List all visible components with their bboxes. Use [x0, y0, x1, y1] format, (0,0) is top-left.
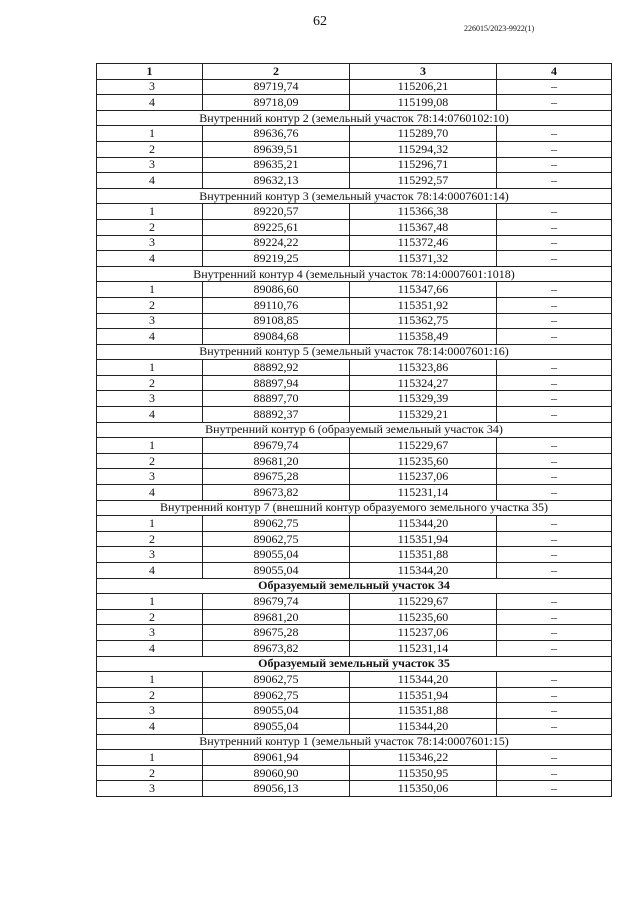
x-coordinate-cell: 89084,68: [203, 329, 350, 345]
point-number-cell: 3: [97, 625, 203, 641]
note-cell: –: [497, 609, 612, 625]
table-row: [97, 251, 612, 267]
x-coordinate-cell: 89632,13: [203, 173, 350, 189]
table-row: [97, 157, 612, 173]
x-coordinate-cell: 89681,20: [203, 609, 350, 625]
note-cell: –: [497, 313, 612, 329]
table-body: [97, 79, 612, 796]
point-number-cell: 4: [97, 718, 203, 734]
note-cell: –: [497, 563, 612, 579]
note-cell: –: [497, 687, 612, 703]
table-row: [97, 640, 612, 656]
note-cell: –: [497, 173, 612, 189]
table-row: [97, 469, 612, 485]
x-coordinate-cell: 89055,04: [203, 547, 350, 563]
y-coordinate-cell: 115235,60: [350, 453, 497, 469]
x-coordinate-cell: 89679,74: [203, 438, 350, 454]
table-row: [97, 141, 612, 157]
table-row: [97, 625, 612, 641]
note-cell: –: [497, 407, 612, 423]
point-number-cell: 1: [97, 516, 203, 532]
y-coordinate-cell: 115350,06: [350, 781, 497, 797]
point-number-cell: 4: [97, 640, 203, 656]
point-number-cell: 3: [97, 703, 203, 719]
y-coordinate-cell: 115231,14: [350, 485, 497, 501]
y-coordinate-cell: 115237,06: [350, 469, 497, 485]
table-header-row: [97, 64, 612, 80]
table-row: [97, 297, 612, 313]
note-cell: –: [497, 360, 612, 376]
column-header-note: 4: [497, 64, 612, 80]
table-row: [97, 453, 612, 469]
table-row: [97, 703, 612, 719]
point-number-cell: 4: [97, 251, 203, 267]
x-coordinate-cell: 89719,74: [203, 79, 350, 95]
point-number-cell: 4: [97, 563, 203, 579]
y-coordinate-cell: 115323,86: [350, 360, 497, 376]
table-section-row: [97, 422, 612, 438]
x-coordinate-cell: 89225,61: [203, 219, 350, 235]
note-cell: –: [497, 750, 612, 766]
table-row: [97, 547, 612, 563]
column-header-x: 2: [203, 64, 350, 80]
x-coordinate-cell: 89635,21: [203, 157, 350, 173]
table-row: [97, 718, 612, 734]
point-number-cell: 2: [97, 141, 203, 157]
y-coordinate-cell: 115351,88: [350, 703, 497, 719]
table-section-row: [97, 500, 612, 516]
y-coordinate-cell: 115235,60: [350, 609, 497, 625]
y-coordinate-cell: 115289,70: [350, 126, 497, 142]
point-number-cell: 3: [97, 391, 203, 407]
y-coordinate-cell: 115231,14: [350, 640, 497, 656]
section-title: Внутренний контур 2 (земельный участок 78:14:0760102:10): [97, 110, 612, 126]
x-coordinate-cell: 89108,85: [203, 313, 350, 329]
y-coordinate-cell: 115294,32: [350, 141, 497, 157]
point-number-cell: 4: [97, 173, 203, 189]
table-section-row: [97, 578, 612, 594]
y-coordinate-cell: 115329,21: [350, 407, 497, 423]
x-coordinate-cell: 89681,20: [203, 453, 350, 469]
x-coordinate-cell: 89055,04: [203, 703, 350, 719]
table-section-row: [97, 266, 612, 282]
y-coordinate-cell: 115351,94: [350, 531, 497, 547]
x-coordinate-cell: 89055,04: [203, 718, 350, 734]
y-coordinate-cell: 115229,67: [350, 438, 497, 454]
point-number-cell: 2: [97, 531, 203, 547]
x-coordinate-cell: 89062,75: [203, 531, 350, 547]
y-coordinate-cell: 115206,21: [350, 79, 497, 95]
point-number-cell: 3: [97, 79, 203, 95]
section-title: Внутренний контур 6 (образуемый земельный участок 34): [97, 422, 612, 438]
x-coordinate-cell: 89062,75: [203, 672, 350, 688]
point-number-cell: 3: [97, 781, 203, 797]
point-number-cell: 2: [97, 609, 203, 625]
table-row: [97, 531, 612, 547]
y-coordinate-cell: 115344,20: [350, 563, 497, 579]
section-title: Внутренний контур 7 (внешний контур образуемого земельного участка 35): [97, 500, 612, 516]
point-number-cell: 2: [97, 375, 203, 391]
note-cell: –: [497, 703, 612, 719]
y-coordinate-cell: 115372,46: [350, 235, 497, 251]
y-coordinate-cell: 115199,08: [350, 95, 497, 111]
x-coordinate-cell: 89675,28: [203, 625, 350, 641]
table-section-row: [97, 188, 612, 204]
table-section-row: [97, 344, 612, 360]
x-coordinate-cell: 89219,25: [203, 251, 350, 267]
y-coordinate-cell: 115358,49: [350, 329, 497, 345]
note-cell: –: [497, 594, 612, 610]
y-coordinate-cell: 115344,20: [350, 718, 497, 734]
table-section-row: [97, 110, 612, 126]
table-row: [97, 126, 612, 142]
point-number-cell: 3: [97, 469, 203, 485]
x-coordinate-cell: 89679,74: [203, 594, 350, 610]
x-coordinate-cell: 88892,92: [203, 360, 350, 376]
section-title: Образуемый земельный участок 34: [97, 578, 612, 594]
x-coordinate-cell: 89639,51: [203, 141, 350, 157]
y-coordinate-cell: 115237,06: [350, 625, 497, 641]
section-title: Образуемый земельный участок 35: [97, 656, 612, 672]
point-number-cell: 1: [97, 282, 203, 298]
y-coordinate-cell: 115292,57: [350, 173, 497, 189]
x-coordinate-cell: 88897,70: [203, 391, 350, 407]
x-coordinate-cell: 89062,75: [203, 516, 350, 532]
point-number-cell: 2: [97, 453, 203, 469]
table-row: [97, 407, 612, 423]
x-coordinate-cell: 89220,57: [203, 204, 350, 220]
table-row: [97, 313, 612, 329]
note-cell: –: [497, 329, 612, 345]
point-number-cell: 4: [97, 329, 203, 345]
y-coordinate-cell: 115371,32: [350, 251, 497, 267]
note-cell: –: [497, 79, 612, 95]
note-cell: –: [497, 375, 612, 391]
table-row: [97, 391, 612, 407]
table-row: [97, 485, 612, 501]
x-coordinate-cell: 89061,94: [203, 750, 350, 766]
table-row: [97, 765, 612, 781]
y-coordinate-cell: 115296,71: [350, 157, 497, 173]
section-title: Внутренний контур 4 (земельный участок 78:14:0007601:1018): [97, 266, 612, 282]
point-number-cell: 2: [97, 219, 203, 235]
note-cell: –: [497, 469, 612, 485]
section-title: Внутренний контур 3 (земельный участок 78:14:0007601:14): [97, 188, 612, 204]
point-number-cell: 1: [97, 204, 203, 220]
table-row: [97, 563, 612, 579]
note-cell: –: [497, 781, 612, 797]
note-cell: –: [497, 547, 612, 563]
note-cell: –: [497, 126, 612, 142]
table-section-row: [97, 656, 612, 672]
y-coordinate-cell: 115351,94: [350, 687, 497, 703]
y-coordinate-cell: 115344,20: [350, 672, 497, 688]
point-number-cell: 3: [97, 547, 203, 563]
point-number-cell: 1: [97, 360, 203, 376]
table-row: [97, 750, 612, 766]
x-coordinate-cell: 89110,76: [203, 297, 350, 313]
x-coordinate-cell: 88892,37: [203, 407, 350, 423]
x-coordinate-cell: 89062,75: [203, 687, 350, 703]
table-row: [97, 204, 612, 220]
note-cell: –: [497, 282, 612, 298]
table-row: [97, 375, 612, 391]
table-row: [97, 516, 612, 532]
x-coordinate-cell: 89675,28: [203, 469, 350, 485]
note-cell: –: [497, 453, 612, 469]
note-cell: –: [497, 297, 612, 313]
y-coordinate-cell: 115344,20: [350, 516, 497, 532]
y-coordinate-cell: 115367,48: [350, 219, 497, 235]
note-cell: –: [497, 157, 612, 173]
note-cell: –: [497, 718, 612, 734]
x-coordinate-cell: 89673,82: [203, 485, 350, 501]
table-row: [97, 219, 612, 235]
note-cell: –: [497, 485, 612, 501]
point-number-cell: 3: [97, 313, 203, 329]
section-title: Внутренний контур 1 (земельный участок 78:14:0007601:15): [97, 734, 612, 750]
section-title: Внутренний контур 5 (земельный участок 78:14:0007601:16): [97, 344, 612, 360]
note-cell: –: [497, 438, 612, 454]
table-row: [97, 235, 612, 251]
x-coordinate-cell: 89673,82: [203, 640, 350, 656]
x-coordinate-cell: 89718,09: [203, 95, 350, 111]
y-coordinate-cell: 115351,92: [350, 297, 497, 313]
note-cell: –: [497, 672, 612, 688]
table-row: [97, 438, 612, 454]
table-section-row: [97, 734, 612, 750]
point-number-cell: 1: [97, 594, 203, 610]
note-cell: –: [497, 204, 612, 220]
point-number-cell: 1: [97, 438, 203, 454]
table-row: [97, 282, 612, 298]
point-number-cell: 1: [97, 672, 203, 688]
point-number-cell: 4: [97, 95, 203, 111]
y-coordinate-cell: 115346,22: [350, 750, 497, 766]
x-coordinate-cell: 89060,90: [203, 765, 350, 781]
point-number-cell: 3: [97, 235, 203, 251]
point-number-cell: 4: [97, 485, 203, 501]
point-number-cell: 1: [97, 126, 203, 142]
table-row: [97, 329, 612, 345]
y-coordinate-cell: 115324,27: [350, 375, 497, 391]
table-row: [97, 609, 612, 625]
y-coordinate-cell: 115351,88: [350, 547, 497, 563]
coordinates-table: [96, 63, 612, 797]
x-coordinate-cell: 89224,22: [203, 235, 350, 251]
table-row: [97, 594, 612, 610]
point-number-cell: 3: [97, 157, 203, 173]
x-coordinate-cell: 89055,04: [203, 563, 350, 579]
note-cell: –: [497, 531, 612, 547]
column-header-y: 3: [350, 64, 497, 80]
note-cell: –: [497, 219, 612, 235]
page-number: 62: [313, 14, 327, 29]
table-row: [97, 781, 612, 797]
point-number-cell: 2: [97, 687, 203, 703]
point-number-cell: 2: [97, 765, 203, 781]
x-coordinate-cell: 89086,60: [203, 282, 350, 298]
y-coordinate-cell: 115329,39: [350, 391, 497, 407]
table-row: [97, 95, 612, 111]
note-cell: –: [497, 391, 612, 407]
note-cell: –: [497, 141, 612, 157]
column-header-number: 1: [97, 64, 203, 80]
y-coordinate-cell: 115366,38: [350, 204, 497, 220]
point-number-cell: 1: [97, 750, 203, 766]
y-coordinate-cell: 115347,66: [350, 282, 497, 298]
note-cell: –: [497, 516, 612, 532]
table-row: [97, 360, 612, 376]
note-cell: –: [497, 235, 612, 251]
note-cell: –: [497, 625, 612, 641]
table-row: [97, 672, 612, 688]
document-code: 226015/2023-9922(1): [464, 24, 535, 33]
x-coordinate-cell: 88897,94: [203, 375, 350, 391]
note-cell: –: [497, 765, 612, 781]
x-coordinate-cell: 89636,76: [203, 126, 350, 142]
note-cell: –: [497, 251, 612, 267]
point-number-cell: 4: [97, 407, 203, 423]
y-coordinate-cell: 115350,95: [350, 765, 497, 781]
note-cell: –: [497, 95, 612, 111]
y-coordinate-cell: 115229,67: [350, 594, 497, 610]
table-row: [97, 687, 612, 703]
x-coordinate-cell: 89056,13: [203, 781, 350, 797]
y-coordinate-cell: 115362,75: [350, 313, 497, 329]
point-number-cell: 2: [97, 297, 203, 313]
table-row: [97, 173, 612, 189]
table-row: [97, 79, 612, 95]
note-cell: –: [497, 640, 612, 656]
